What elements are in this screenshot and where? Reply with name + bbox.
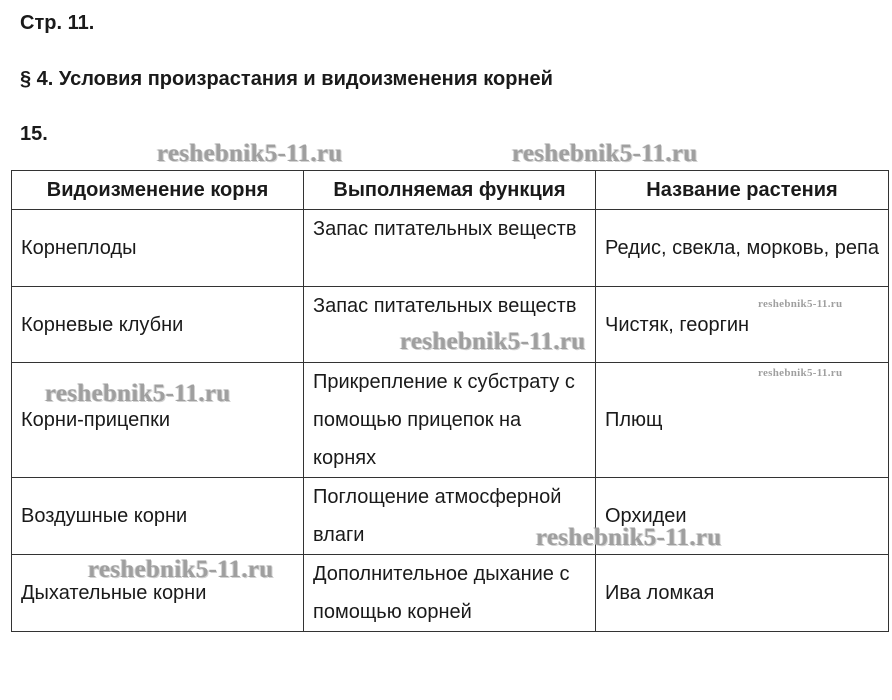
cell-function: Дополнительное дыхание с помощью корней	[304, 555, 596, 632]
header-modification: Видоизменение корня	[12, 171, 304, 210]
header-function: Выполняемая функция	[304, 171, 596, 210]
cell-plant: Плющ	[596, 363, 889, 478]
task-number: 15.	[20, 123, 48, 145]
watermark-small: reshebnik5-11.ru	[758, 298, 843, 310]
cell-modification: Корни-прицепки	[12, 363, 304, 478]
watermark: reshebnik5-11.ru	[157, 140, 343, 167]
table-header-row	[12, 171, 889, 210]
cell-function: Поглощение атмосферной влаги	[304, 478, 596, 555]
watermark: reshebnik5-11.ru	[536, 524, 722, 551]
watermark-small: reshebnik5-11.ru	[758, 367, 843, 379]
cell-plant: Редис, свекла, морковь, репа	[596, 210, 889, 287]
cell-plant: Чистяк, георгин	[596, 287, 889, 363]
header-plant: Название растения	[596, 171, 889, 210]
section-heading: § 4. Условия произрастания и видоизменения корней	[20, 68, 553, 90]
table-row	[12, 555, 889, 632]
root-modifications-table	[11, 170, 889, 632]
cell-plant: Орхидеи	[596, 478, 889, 555]
watermark: reshebnik5-11.ru	[88, 556, 274, 583]
cell-plant: Ива ломкая	[596, 555, 889, 632]
cell-modification: Корневые клубни	[12, 287, 304, 363]
cell-function: Запас питательных веществ	[304, 210, 596, 287]
watermark: reshebnik5-11.ru	[512, 140, 698, 167]
cell-modification: Дыхательные корни	[12, 555, 304, 632]
table-row	[12, 210, 889, 287]
table-row	[12, 363, 889, 478]
table-row	[12, 478, 889, 555]
cell-modification: Корнеплоды	[12, 210, 304, 287]
cell-modification: Воздушные корни	[12, 478, 304, 555]
cell-function: Запас питательных веществ	[304, 287, 596, 363]
cell-function: Прикрепление к субстрату с помощью прицепок на корнях	[304, 363, 596, 478]
watermark: reshebnik5-11.ru	[45, 380, 231, 407]
table-row	[12, 287, 889, 363]
page-label: Стр. 11.	[20, 12, 95, 34]
watermark: reshebnik5-11.ru	[400, 328, 586, 355]
